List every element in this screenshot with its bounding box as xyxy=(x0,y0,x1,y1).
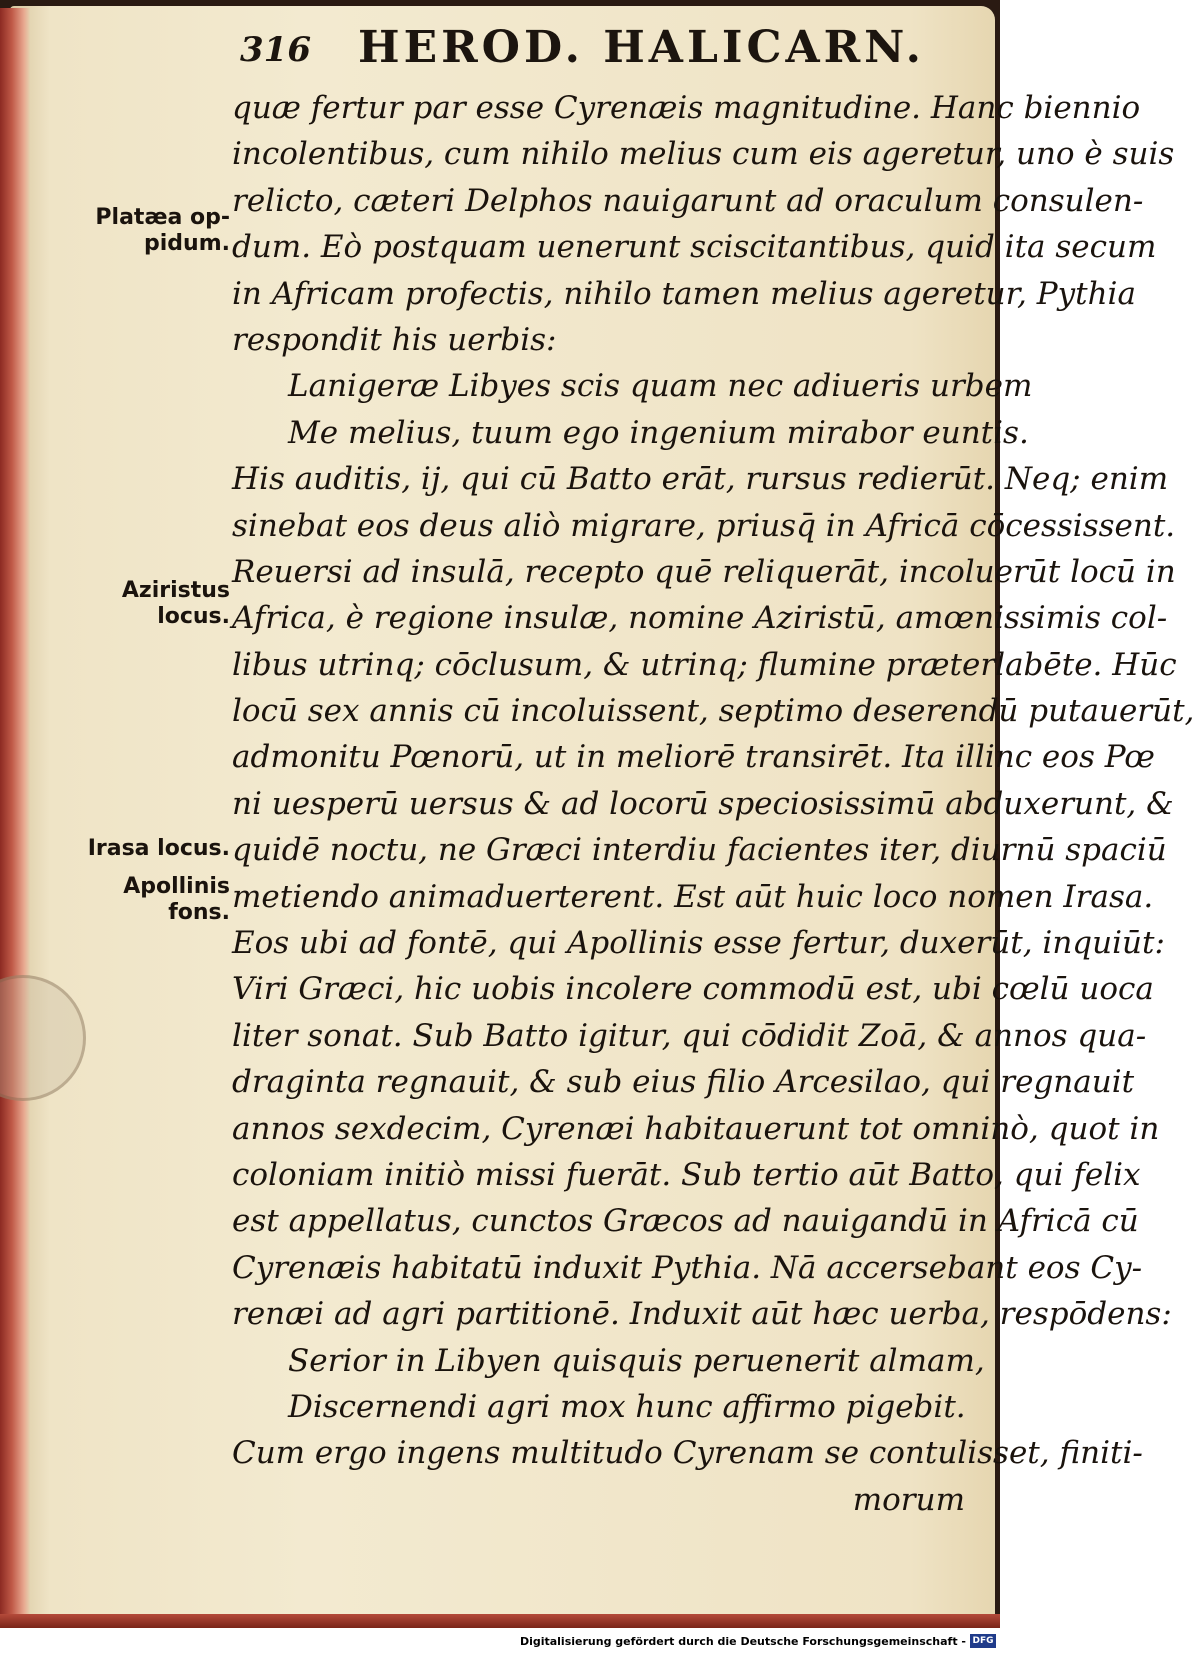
dfg-logo: DFG xyxy=(970,1634,996,1648)
catchword: morum xyxy=(852,1481,965,1518)
margin-note-line: pidum. xyxy=(144,231,230,256)
text-line: draginta regnauit, & sub eius filio Arcesilao, qui regnauit xyxy=(232,1064,1135,1101)
margin-note-line: Platæa op- xyxy=(95,205,230,230)
text-line: Cum ergo ingens multitudo Cyrenam se contulisset, finiti- xyxy=(232,1435,1143,1472)
margin-note-line: locus. xyxy=(157,604,230,629)
text-line: coloniam initiò missi fuerāt. Sub tertio aūt Batto, qui felix xyxy=(232,1156,1141,1193)
text-line: quidē noctu, ne Græci interdiu facientes iter, diurnū spaciū xyxy=(232,832,1167,869)
text-line: Africa, è regione insulæ, nomine Aziristū, amœnissimis col- xyxy=(232,600,1168,637)
text-line: ni uesperū uersus & ad locorū speciosissimū abduxerunt, & xyxy=(232,785,1174,822)
text-line: respondit his uerbis: xyxy=(232,321,557,358)
margin-note-aziristus xyxy=(122,578,230,630)
text-line: locū sex annis cū incoluissent, septimo deserendū putauerūt, xyxy=(232,693,1194,730)
text-line: metiendo animaduerterent. Est aūt huic loco nomen Irasa. xyxy=(232,878,1154,915)
text-line: admonitu Pœnorū, ut in meliorē transirēt. Ita illinc eos Pœ xyxy=(232,739,1155,776)
margin-note-apollinis xyxy=(123,874,230,926)
text-line: renæi ad agri partitionē. Induxit aūt hæc uerba, respōdens: xyxy=(232,1296,1172,1333)
text-line: Cyrenæis habitatū induxit Pythia. Nā accersebant eos Cy- xyxy=(232,1249,1143,1286)
margin-note-line: Apollinis xyxy=(123,874,230,899)
text-line: liter sonat. Sub Batto igitur, qui cōdidit Zoā, & annos qua- xyxy=(232,1017,1147,1054)
page-number: 316 xyxy=(240,30,311,70)
page-red-edge xyxy=(0,8,30,1618)
page-bottom-edge xyxy=(0,1614,1000,1628)
text-line: annos sexdecim, Cyrenæi habitauerunt tot omninò, quot in xyxy=(232,1110,1160,1147)
text-line: quæ fertur par esse Cyrenæis magnitudine. Hanc biennio xyxy=(232,90,1141,126)
text-line: dum. Eò postquam uenerunt sciscitantibus, quid ita secum xyxy=(232,229,1157,266)
verse-line: Discernendi agri mox hunc affirmo pigebit. xyxy=(288,1388,966,1425)
text-line: His auditis, ij, qui cū Batto erāt, rursus redierūt. Neq; enim xyxy=(232,461,1169,498)
margin-note-irasa xyxy=(88,836,230,862)
text-line: Viri Græci, hic uobis incolere commodū est, ubi cœlū uoca xyxy=(232,971,1154,1008)
margin-note-platea xyxy=(95,205,230,257)
text-line: sinebat eos deus aliò migrare, priusq̄ in Africā cōcessissent. xyxy=(232,507,1176,544)
running-title: HEROD. HALICARN. xyxy=(358,22,925,73)
text-line: in Africam profectis, nihilo tamen melius ageretur, Pythia xyxy=(232,275,1136,312)
text-line: incolentibus, cum nihilo melius cum eis ageretur, uno è suis xyxy=(232,136,1175,173)
margin-note-line: Irasa locus. xyxy=(87,836,230,861)
text-line: libus utrinq; cōclusum, & utrinq; flumine præterlabēte. Hūc xyxy=(232,646,1177,683)
text-line: est appellatus, cunctos Græcos ad nauigandū in Africā cū xyxy=(232,1203,1139,1240)
body-text xyxy=(232,85,1194,1523)
verse-line: Lanigeræ Libyes scis quam nec adiueris urbem xyxy=(288,368,1033,405)
verse-line: Serior in Libyen quisquis peruenerit almam, xyxy=(288,1342,985,1379)
text-line: Reuersi ad insulā, recepto quē reliquerāt, incoluerūt locū in xyxy=(232,553,1176,590)
footer xyxy=(0,1628,1000,1657)
footer-credit: Digitalisierung gefördert durch die Deutsche Forschungsgemeinschaft - xyxy=(519,1635,966,1648)
text-line: relicto, cæteri Delphos nauigarunt ad oraculum consulen- xyxy=(232,182,1144,219)
text-line: Eos ubi ad fontē, qui Apollinis esse fertur, duxerūt, inquiūt: xyxy=(232,925,1165,962)
verse-line: Me melius, tuum ego ingenium mirabor euntis. xyxy=(288,414,1029,451)
margin-note-line: fons. xyxy=(168,900,230,925)
margin-note-line: Aziristus xyxy=(121,578,230,603)
